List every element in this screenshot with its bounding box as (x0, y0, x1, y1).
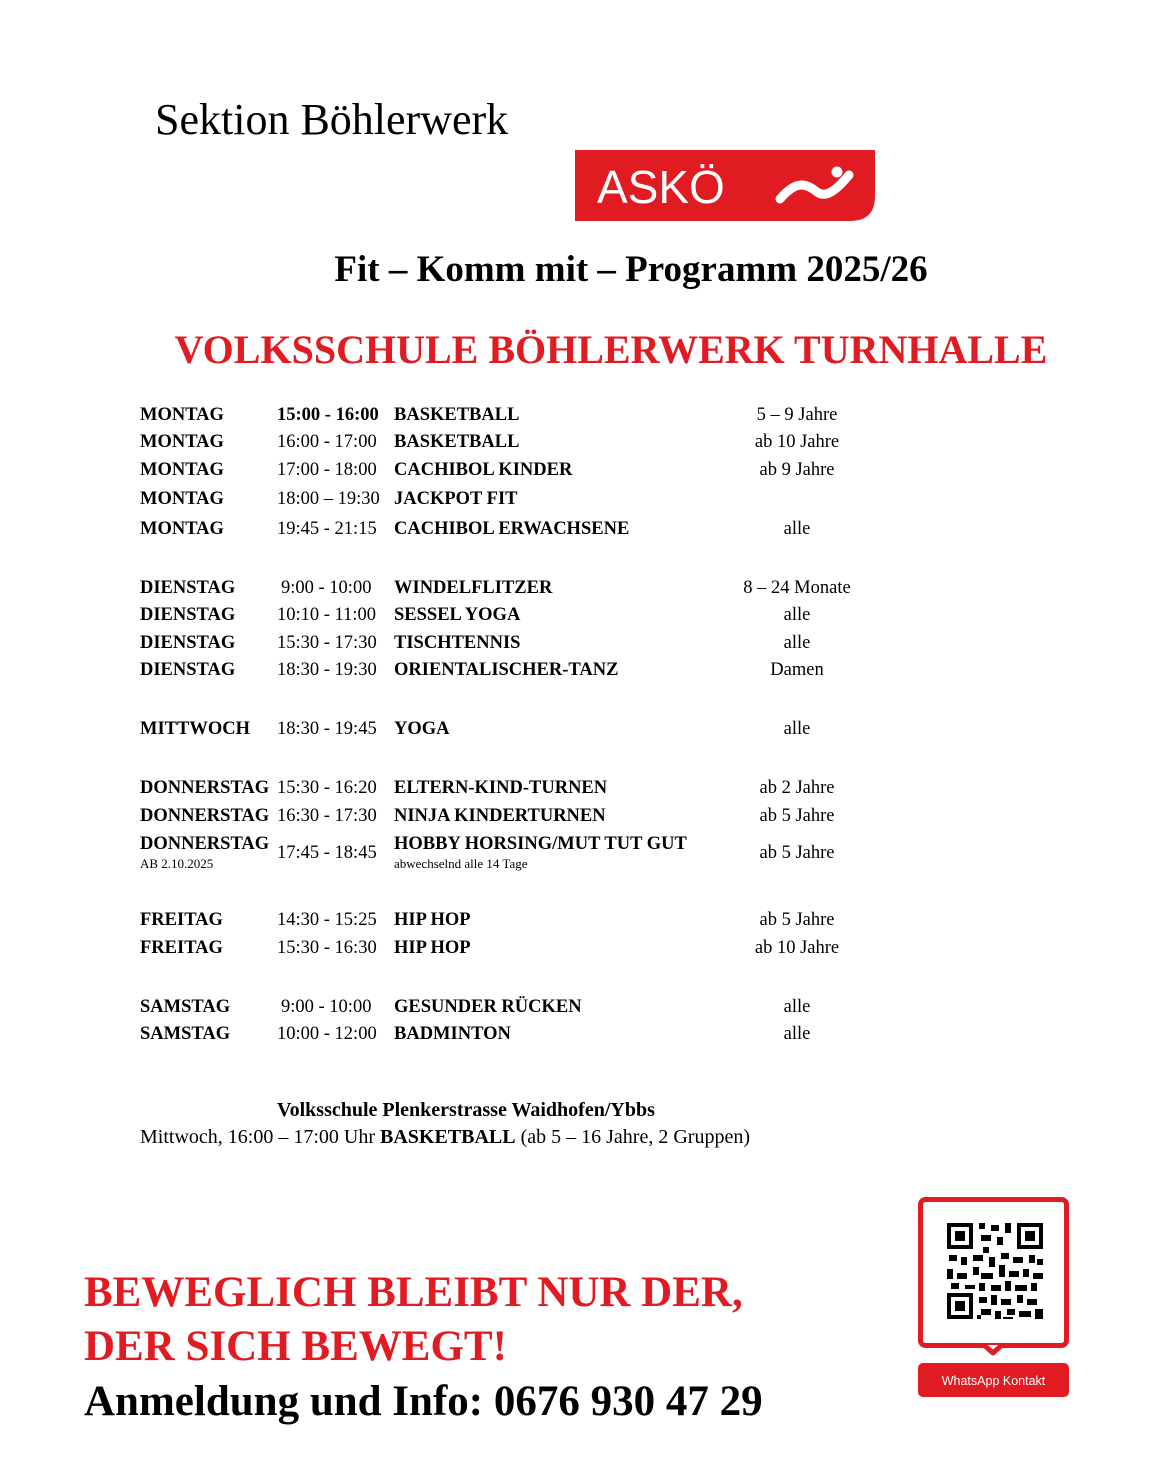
second-venue-activity: BASKETBALL (380, 1126, 516, 1148)
time: 18:30 - 19:45 (277, 719, 377, 739)
day: MONTAG (140, 519, 224, 539)
activity: JACKPOT FIT (394, 489, 518, 509)
age: Damen (770, 660, 824, 680)
activity: HIP HOP (394, 910, 471, 930)
day: FREITAG (140, 938, 223, 958)
schedule-row (0, 993, 1170, 1021)
age: alle (783, 633, 811, 653)
schedule-row (0, 485, 1170, 513)
activity: BADMINTON (394, 1024, 511, 1044)
day: MONTAG (140, 460, 224, 480)
schedule-row (0, 715, 1170, 743)
time: 19:45 - 21:15 (277, 519, 377, 539)
venue-title: VOLKSSCHULE BÖHLERWERK TURNHALLE (174, 327, 1048, 372)
time: 17:00 - 18:00 (277, 460, 377, 480)
day: DONNERSTAG (140, 834, 270, 854)
section-title: Sektion Böhlerwerk (155, 95, 509, 144)
whatsapp-qr[interactable] (918, 1197, 1069, 1397)
time: 10:10 - 11:00 (277, 605, 377, 625)
time: 18:00 – 19:30 (277, 489, 380, 509)
time: 15:00 - 16:00 (277, 405, 379, 425)
day: SAMSTAG (140, 1024, 231, 1044)
age: ab 5 Jahre (759, 806, 835, 826)
schedule-row (0, 656, 1170, 684)
second-venue-details: (ab 5 – 16 Jahre, 2 Gruppen) (515, 1126, 750, 1148)
age: alle (783, 719, 811, 739)
day: FREITAG (140, 910, 223, 930)
schedule-row (0, 1020, 1170, 1048)
day: SAMSTAG (140, 997, 231, 1017)
schedule-row (0, 401, 1170, 429)
activity-note: abwechselnd alle 14 Tage (394, 856, 528, 871)
activity: CACHIBOL KINDER (394, 460, 573, 480)
activity: BASKETBALL (394, 405, 520, 425)
qr-code-icon (918, 1197, 1069, 1397)
age: 8 – 24 Monate (743, 578, 851, 598)
day: DIENSTAG (140, 578, 236, 598)
activity: BASKETBALL (394, 432, 520, 452)
activity: NINJA KINDERTURNEN (394, 806, 606, 826)
age: ab 5 Jahre (759, 843, 835, 863)
time: 10:00 - 12:00 (277, 1024, 377, 1044)
day: MONTAG (140, 432, 224, 452)
time: 9:00 - 10:00 (281, 997, 372, 1017)
activity: ELTERN-KIND-TURNEN (394, 778, 608, 798)
qr-caption: WhatsApp Kontakt (941, 1374, 1046, 1388)
day: MONTAG (140, 405, 224, 425)
schedule-row (0, 802, 1170, 830)
activity: CACHIBOL ERWACHSENE (394, 519, 630, 539)
schedule-row (0, 428, 1170, 456)
day: DIENSTAG (140, 633, 236, 653)
day: DIENSTAG (140, 660, 236, 680)
askoe-logo-icon (575, 150, 875, 221)
time: 17:45 - 18:45 (277, 843, 377, 863)
activity: GESUNDER RÜCKEN (394, 997, 582, 1017)
schedule-row (0, 906, 1170, 934)
activity: SESSEL YOGA (394, 605, 521, 625)
activity: TISCHTENNIS (394, 633, 521, 653)
schedule-row (0, 774, 1170, 802)
day: MONTAG (140, 489, 224, 509)
age: ab 9 Jahre (759, 460, 835, 480)
time: 14:30 - 15:25 (277, 910, 377, 930)
schedule-row (0, 574, 1170, 602)
age: ab 10 Jahre (754, 432, 840, 452)
day: MITTWOCH (140, 719, 250, 739)
time: 15:30 - 17:30 (277, 633, 377, 653)
day: DONNERSTAG (140, 778, 270, 798)
time: 16:30 - 17:30 (277, 806, 377, 826)
second-venue-schedule (140, 1124, 750, 1150)
activity: ORIENTALISCHER-TANZ (394, 660, 619, 680)
activity: HIP HOP (394, 938, 471, 958)
askoe-logo (575, 150, 875, 221)
age: ab 5 Jahre (759, 910, 835, 930)
activity: WINDELFLITZER (394, 578, 553, 598)
schedule-row (0, 629, 1170, 657)
age: alle (783, 1024, 811, 1044)
time: 15:30 - 16:30 (277, 938, 377, 958)
day-note: AB 2.10.2025 (140, 856, 214, 871)
schedule-row (0, 456, 1170, 484)
age: 5 – 9 Jahre (756, 405, 838, 425)
second-venue-name: Volksschule Plenkerstrasse Waidhofen/Ybbs (277, 1099, 655, 1121)
time: 18:30 - 19:30 (277, 660, 377, 680)
schedule-row (0, 934, 1170, 962)
age: alle (783, 997, 811, 1017)
schedule-row (0, 601, 1170, 629)
activity: YOGA (394, 719, 450, 739)
day: DIENSTAG (140, 605, 236, 625)
age: ab 10 Jahre (754, 938, 840, 958)
program-title: Fit – Komm mit – Programm 2025/26 (334, 249, 928, 290)
day: DONNERSTAG (140, 806, 270, 826)
schedule-row (0, 834, 1170, 875)
age: alle (783, 519, 811, 539)
schedule-row (0, 515, 1170, 543)
time: 15:30 - 16:20 (277, 778, 377, 798)
slogan-line-1: BEWEGLICH BLEIBT NUR DER, (84, 1269, 743, 1316)
time: 9:00 - 10:00 (281, 578, 372, 598)
age: ab 2 Jahre (759, 778, 835, 798)
second-venue-time: Mittwoch, 16:00 – 17:00 Uhr (140, 1126, 380, 1148)
contact-info: Anmeldung und Info: 0676 930 47 29 (84, 1378, 763, 1425)
slogan-line-2: DER SICH BEWEGT! (84, 1323, 507, 1370)
logo-text: ASKÖ (597, 161, 725, 213)
time: 16:00 - 17:00 (277, 432, 377, 452)
activity: HOBBY HORSING/MUT TUT GUT (394, 834, 687, 854)
age: alle (783, 605, 811, 625)
